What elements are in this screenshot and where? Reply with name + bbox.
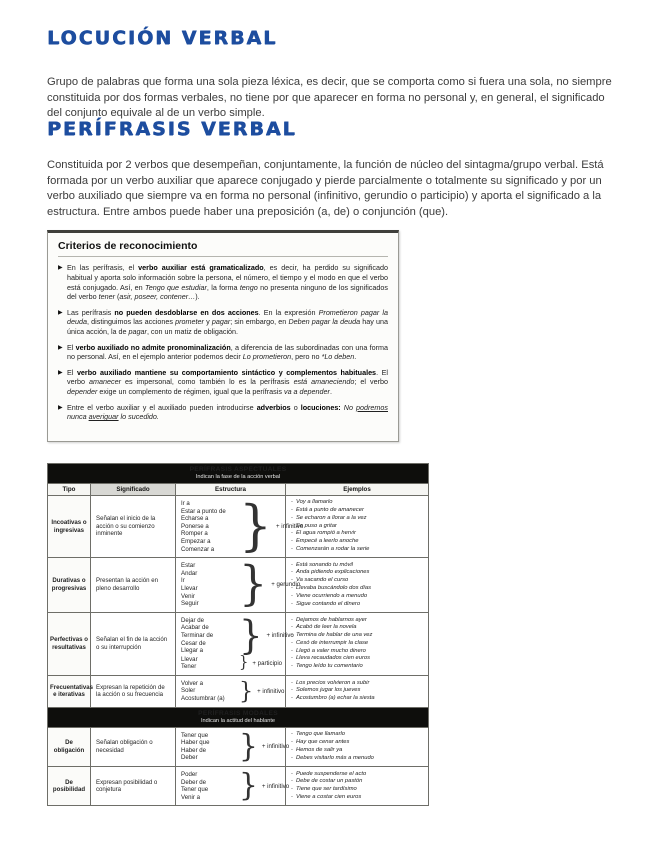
- verb-item: Ir a: [181, 500, 190, 507]
- verb-item: Estar: [181, 562, 196, 570]
- text-segment: *Lo deben: [321, 352, 355, 362]
- verb-item: Ponerse a: [181, 522, 209, 530]
- text-segment: verbo auxiliado mantiene su comportamiento sintáctico y complementos habituales: [76, 367, 377, 377]
- structure-label: + infinitivo: [257, 687, 285, 695]
- column-header: Estructura: [176, 484, 286, 496]
- verb-list: [181, 771, 239, 801]
- example-item: - Llevaba buscándolo dos días: [291, 585, 425, 593]
- brace-glyph: }: [239, 653, 249, 672]
- text-segment: amanecer: [89, 377, 121, 387]
- text-segment: está amaneciendo: [293, 377, 355, 387]
- text-segment: , pero no: [291, 352, 322, 362]
- verb-item: Estar a punto de: [181, 507, 226, 515]
- text-segment: ).: [195, 292, 200, 302]
- column-header: Significado: [91, 484, 176, 496]
- text-segment: No: [343, 402, 357, 412]
- text-segment: .: [354, 352, 357, 362]
- cell-estructura: [176, 675, 286, 707]
- example-item: - Hay que cenar antes: [291, 739, 425, 747]
- text-segment: no pueden desdoblarse en dos acciones: [114, 307, 259, 317]
- example-item: - Comenzarán a rodar la serie: [291, 546, 425, 554]
- structure-group: [181, 557, 301, 611]
- text-segment: , con un matiz de obligación.: [146, 327, 239, 337]
- perifrasis-verbal-paragraph: Constituida por 2 verbos que desempeñan, conjuntamente, la función de núcleo del sintagma/grupo verbal. Está formada por un verbo auxiliar que aparece conjugado y pierde parcialmente o totalmente su significado y por un verbo auxiliado que siempre va en forma no personal (infinitivo, gerundio o participio) y aporta el significado a la estructura. Entre ambos puede haber una preposición (a, de) o conjunción (que).: [47, 159, 604, 218]
- table-band-row: [48, 707, 429, 727]
- text-segment: tener: [98, 292, 115, 302]
- text-segment: adverbios: [256, 402, 291, 412]
- verb-item: Acabar de: [181, 624, 209, 632]
- cell-significado: Expresan la repetición de la acción o su frecuencia: [91, 675, 176, 707]
- structure-label: + infinitivo: [261, 782, 290, 790]
- example-item: - Está sonando tu móvil: [291, 562, 425, 570]
- structure-group: [181, 767, 290, 804]
- example-item: - Se echaron a llorar a la vez: [291, 515, 425, 523]
- text-segment: Deben pagar la deuda: [288, 317, 361, 327]
- verb-item: Acostumbrar (a): [181, 695, 225, 703]
- band-subtitle: Indican la actitud del hablante: [201, 717, 276, 724]
- locucion-verbal-paragraph: Grupo de palabras que forma una sola pieza léxica, es decir, que se comporta como si fuera una sola, no siempre constituida por dos formas verbales, no tiene por que aparecer en forma no personal y, en general, el significado del conjunto equivale al de un verbo simple.: [47, 76, 612, 120]
- example-item: - Empecé a leerlo anoche: [291, 538, 425, 546]
- text-segment: . En la expresión: [258, 307, 319, 317]
- cell-tipo: Durativas o progresivas: [48, 558, 91, 613]
- verb-list: [181, 500, 239, 553]
- text-segment: verbo auxiliado no admite pronominalización: [75, 342, 231, 352]
- example-item: - Hemos de salir ya: [291, 747, 425, 755]
- brace-glyph: }: [239, 677, 254, 705]
- text-segment: Entre el verbo auxiliar y el auxiliado pueden introducirse: [67, 402, 257, 412]
- table-row: [48, 767, 429, 806]
- criteria-bullet-text: [67, 368, 388, 397]
- brace-glyph: }: [239, 728, 258, 764]
- text-segment: prometer: [175, 317, 204, 327]
- criteria-bullet: [58, 343, 388, 363]
- verb-item: Romper a: [181, 530, 208, 538]
- brace-glyph: }: [239, 613, 263, 659]
- cell-estructura: [176, 612, 294, 675]
- example-item: - Puede suspenderse el acto: [291, 771, 425, 779]
- text-segment: ; el verbo: [354, 377, 388, 387]
- example-item: - Debes visitarlo más a menudo: [291, 755, 425, 763]
- example-item: - Tengo que llamarlo: [291, 731, 425, 739]
- verb-item: Cesar de: [181, 639, 206, 647]
- criteria-bullet: [58, 263, 388, 302]
- example-item: - Solemos jugar los jueves: [291, 687, 425, 695]
- text-segment: En las perífrasis, el: [67, 263, 139, 272]
- verb-item: Deber de: [181, 778, 207, 786]
- example-item: - Los precios volvieron a subir: [291, 680, 425, 688]
- text-segment: ; sin embargo, en: [230, 317, 289, 327]
- example-item: - Acabó de leer la novela: [291, 624, 425, 632]
- text-segment: es impersonal, como también lo es la perífrasis: [121, 377, 294, 387]
- table-row: [48, 612, 429, 675]
- example-item: - Voy a llamarlo: [291, 499, 425, 507]
- cell-ejemplos: [286, 727, 429, 766]
- example-item: - Viene a costar cien euros: [291, 794, 425, 802]
- text-segment: El: [67, 342, 76, 352]
- example-item: - Lleva recaudados cien euros: [291, 655, 425, 663]
- structure-label: + gerundio: [271, 581, 301, 589]
- criteria-bullet-text: [67, 403, 388, 423]
- text-segment: no presenta ninguno de los significados del verbo: [67, 282, 388, 302]
- text-segment: , distinguimos las acciones: [87, 317, 176, 327]
- table-band: [48, 707, 429, 727]
- text-segment: y: [203, 317, 212, 327]
- cell-ejemplos: [286, 558, 429, 613]
- verb-list: [181, 680, 239, 703]
- text-segment: o: [290, 402, 301, 412]
- text-segment: El: [67, 367, 77, 377]
- band-subtitle: Indican la fase de la acción verbal: [195, 474, 281, 480]
- text-segment: nunca: [67, 412, 89, 422]
- text-segment: , es decir, ha perdido su significado habitual y aporta solo información sobre la persona, el número, el tiempo y el modo en que el verbo está conjugado. Así, en: [67, 263, 388, 292]
- perifrasis-table-wrapper: [47, 463, 428, 806]
- verb-item: Venir a: [181, 793, 200, 801]
- verb-item: Comenzar a: [181, 545, 215, 553]
- cell-ejemplos: [286, 496, 429, 558]
- table-band: [48, 464, 429, 484]
- criteria-box-title: Criterios de reconocimiento: [58, 240, 388, 257]
- verb-item: Llevar: [181, 655, 198, 663]
- band-title: PERÍFRASIS MODALES: [198, 709, 278, 717]
- perifrasis-table: [47, 463, 429, 806]
- cell-estructura: [176, 767, 290, 806]
- text-segment: va a depender: [283, 387, 330, 397]
- bullet-arrow-icon: ▶: [58, 369, 63, 376]
- brace-glyph: }: [239, 767, 258, 804]
- table-row: [48, 727, 429, 766]
- example-item: - El agua rompió a hervir: [291, 530, 425, 538]
- verb-item: Empezar a: [181, 537, 211, 545]
- column-header: Ejemplos: [286, 484, 429, 496]
- cell-significado: Presentan la acción en pleno desarrollo: [91, 558, 176, 613]
- criteria-bullet-list: [58, 263, 388, 422]
- verb-item: Tener que: [181, 731, 209, 739]
- text-segment: pagar: [211, 317, 231, 327]
- text-segment: exige un complemento de régimen, igual que la perífrasis: [97, 387, 284, 397]
- text-segment: , la forma: [206, 282, 240, 292]
- verb-item: Volver a: [181, 679, 204, 687]
- verb-item: Andar: [181, 569, 198, 577]
- example-item: - Tiene que ser tardísimo: [291, 786, 425, 794]
- criteria-bullet-text: [67, 308, 388, 337]
- criteria-bullet-text: [67, 263, 388, 302]
- verb-item: Ir: [181, 577, 185, 585]
- verb-list: [181, 617, 239, 655]
- text-segment: .: [329, 387, 332, 397]
- example-item: - Dejamos de hablarnos ayer: [291, 617, 425, 625]
- text-segment: , a diferencia de las subordinadas con una forma no personal. Así, en el ejemplo anterior podemos decir: [67, 342, 389, 362]
- criteria-bullet: [58, 368, 388, 397]
- brace-glyph: }: [239, 494, 272, 558]
- cell-ejemplos: [286, 675, 429, 707]
- example-item: - Llegó a valer mucho dinero: [291, 648, 425, 656]
- cell-significado: Señalan el inicio de la acción o su comienzo inminente: [91, 496, 176, 558]
- criteria-bullet: [58, 308, 388, 337]
- bullet-arrow-icon: ▶: [58, 404, 63, 411]
- brace-glyph: }: [239, 557, 268, 611]
- example-item: - Debe de costar un pastón: [291, 778, 425, 786]
- cell-significado: Señalan obligación o necesidad: [91, 727, 176, 766]
- criteria-box: [47, 230, 399, 442]
- example-item: - Viene ocurriendo a menudo: [291, 593, 425, 601]
- structure-label: + infinitivo: [266, 632, 294, 640]
- verb-item: Llegar a: [181, 647, 204, 655]
- text-segment: pagar: [128, 327, 147, 337]
- verb-item: Tener: [181, 663, 197, 671]
- verb-item: Venir: [181, 592, 195, 600]
- text-segment: verbo auxiliar está gramaticalizado: [138, 263, 264, 272]
- text-segment: depender: [67, 387, 98, 397]
- text-segment: Prometieron pagar la deuda: [67, 307, 388, 327]
- cell-ejemplos: [286, 612, 429, 675]
- structure-group: [181, 728, 290, 764]
- text-segment: tengo: [239, 282, 258, 292]
- cell-estructura: [176, 494, 304, 558]
- structure-label: + participio: [252, 659, 283, 667]
- verb-item: Seguir: [181, 600, 199, 608]
- bullet-arrow-icon: ▶: [58, 309, 63, 316]
- text-segment: . El verbo: [67, 367, 388, 387]
- cell-ejemplos: [286, 767, 429, 806]
- text-segment: podremos: [356, 402, 388, 412]
- example-item: - Está a punto de amanecer: [291, 507, 425, 515]
- table-row: [48, 496, 429, 558]
- cell-estructura: [176, 557, 301, 613]
- table-band-row: [48, 464, 429, 484]
- text-segment: averiguar: [88, 412, 119, 422]
- cell-tipo: Perfectivas o resultativas: [48, 612, 91, 675]
- verb-item: Tener que: [181, 786, 209, 794]
- example-item: - Cesó de interrumpir la clase: [291, 640, 425, 648]
- example-item: - Sigue contando el dinero: [291, 601, 425, 609]
- example-item: - Acostumbro (a) echar la siesta: [291, 695, 425, 703]
- cell-tipo: Frecuentativas e iterativas: [48, 675, 91, 707]
- example-item: - Se puso a gritar: [291, 523, 425, 531]
- verb-list: [181, 732, 239, 762]
- text-segment: locuciones:: [300, 402, 341, 412]
- text-segment: hay una única acción, la de: [67, 317, 388, 337]
- verb-item: Haber de: [181, 746, 207, 754]
- cell-tipo: De posibilidad: [48, 767, 91, 806]
- cell-estructura: [176, 727, 290, 766]
- text-segment: Las perífrasis: [67, 307, 115, 317]
- verb-item: Haber que: [181, 739, 210, 747]
- section-title-locucion-verbal: LOCUCIÓN VERBAL: [47, 27, 278, 49]
- bullet-arrow-icon: ▶: [58, 265, 63, 271]
- verb-item: Echarse a: [181, 515, 209, 523]
- table-row: [48, 675, 429, 707]
- example-item: - Anda pidiendo explicaciones: [291, 569, 425, 577]
- verb-item: Llevar: [181, 584, 198, 592]
- verb-item: Soler: [181, 687, 196, 695]
- cell-tipo: Incoativas o ingresivas: [48, 496, 91, 558]
- text-segment: (: [114, 292, 120, 302]
- verb-item: Poder: [181, 771, 198, 779]
- criteria-bullet: [58, 403, 388, 423]
- criteria-bullet-text: [67, 343, 388, 363]
- cell-tipo: De obligación: [48, 727, 91, 766]
- example-item: - Va sacando el curso: [291, 577, 425, 585]
- section-title-perifrasis-verbal: PERÍFRASIS VERBAL: [47, 118, 297, 140]
- structure-label: + infinitivo: [261, 743, 290, 751]
- structure-group: [181, 494, 304, 558]
- example-item: - Tengo leído tu comentario: [291, 663, 425, 671]
- example-item: - Termina de hablar de una vez: [291, 632, 425, 640]
- band-title: PERÍFRASIS ASPECTUALES: [189, 466, 287, 473]
- text-segment: Tengo que estudiar: [144, 282, 207, 292]
- cell-significado: Señalan el fin de la acción o su interrupción: [91, 612, 176, 675]
- text-segment: Lo prometieron: [242, 352, 292, 362]
- verb-item: Terminar de: [181, 631, 214, 639]
- structure-group: [181, 653, 283, 672]
- column-header: Tipo: [48, 484, 91, 496]
- text-segment: lo sucedido.: [118, 412, 159, 422]
- structure-group: [181, 677, 285, 705]
- cell-significado: Expresan posibilidad o conjetura: [91, 767, 176, 806]
- text-segment: asir, poseer, contener…: [119, 292, 196, 302]
- verb-item: Dejar de: [181, 616, 205, 624]
- table-row: [48, 558, 429, 613]
- verb-list: [181, 656, 239, 671]
- structure-label: + infinitivo: [275, 523, 304, 531]
- verb-item: Deber: [181, 754, 198, 762]
- bullet-arrow-icon: ▶: [58, 344, 63, 351]
- verb-list: [181, 562, 239, 608]
